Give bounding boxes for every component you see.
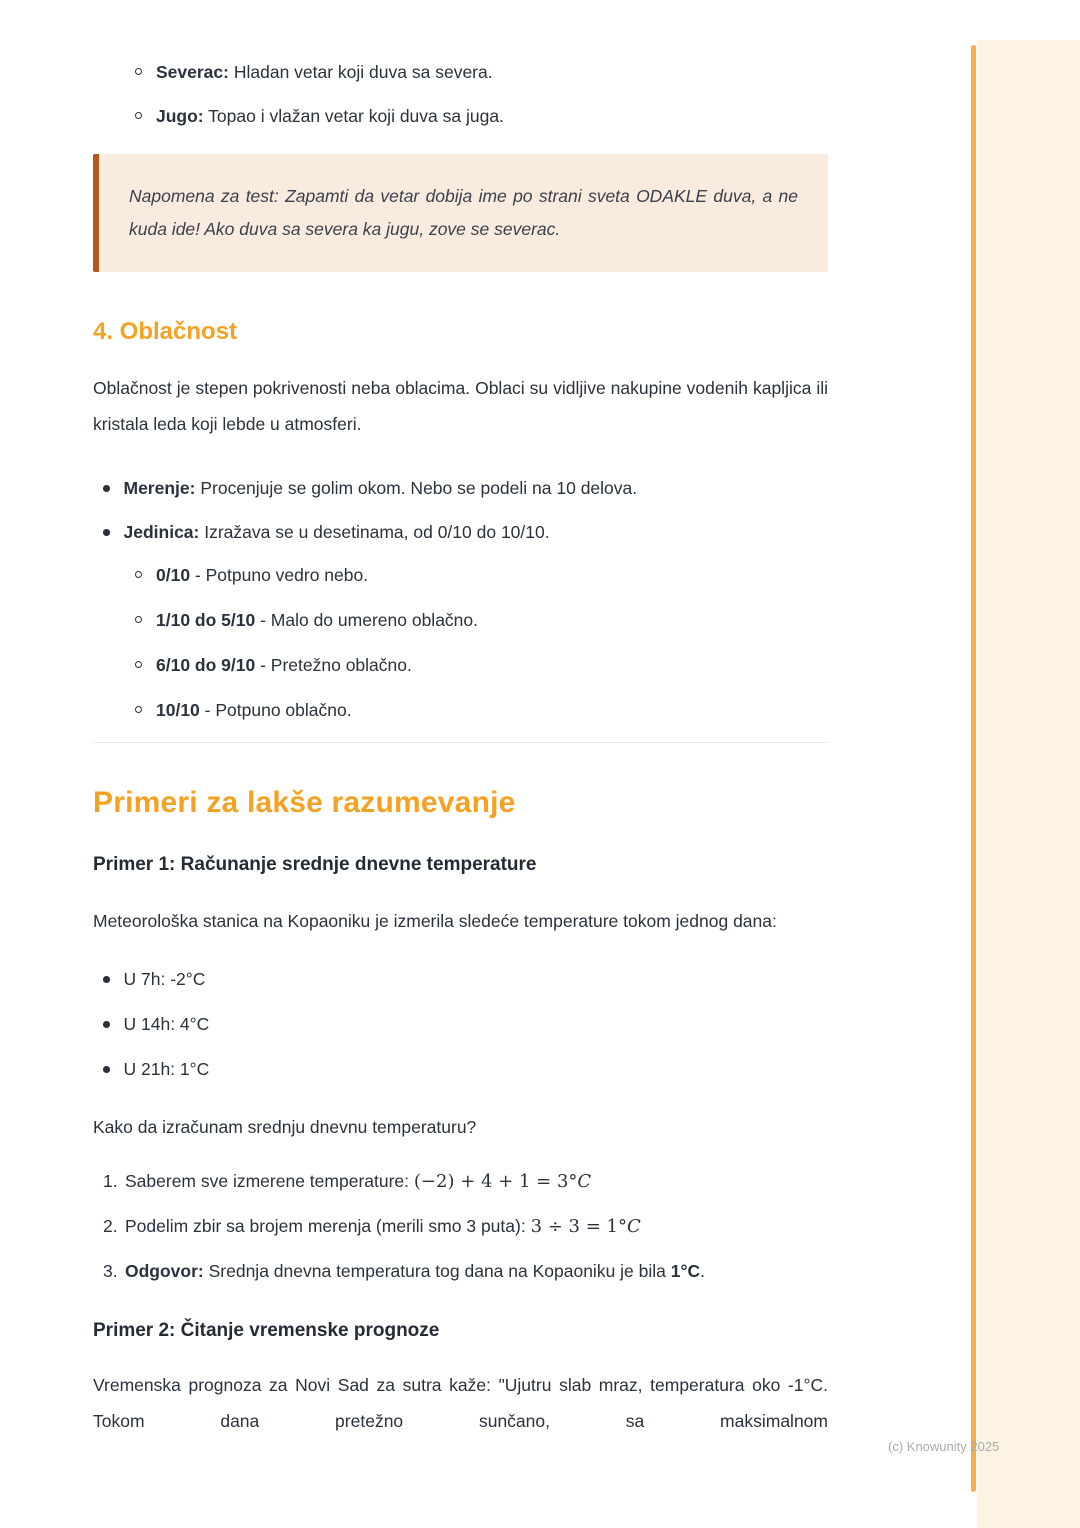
measurement-list <box>93 965 828 1083</box>
term-definition: Procenjuje se golim okom. Nebo se podeli na 10 delova. <box>195 478 638 498</box>
step-number: 2. <box>103 1216 118 1236</box>
term-definition: Hladan vetar koji duva sa severa. <box>228 62 493 82</box>
dot-bullet-icon <box>103 1021 110 1028</box>
oblacnost-bullet-list <box>93 474 828 546</box>
term: 10/10 <box>156 700 200 720</box>
list-item <box>103 1010 828 1038</box>
circle-bullet-icon <box>135 68 142 75</box>
dot-bullet-icon <box>103 485 110 492</box>
math-unit: C <box>626 1216 641 1237</box>
list-item <box>135 606 828 634</box>
math-expression <box>414 1171 591 1192</box>
step <box>103 1212 828 1241</box>
list-item <box>135 651 828 679</box>
circle-bullet-icon <box>135 706 142 713</box>
step-number: 3. <box>103 1261 118 1281</box>
term-definition: Topao i vlažan vetar koji duva sa juga. <box>203 106 504 126</box>
section-heading-oblacnost: 4. Oblačnost <box>93 318 238 345</box>
examples-heading: Primeri za lakše razumevanje <box>93 786 516 819</box>
measurement-value: U 7h: -2°C <box>123 969 206 989</box>
step-description: Srednja dnevna temperatura tog dana na Kopaoniku je bila <box>203 1261 671 1281</box>
example1-title: Primer 1: Računanje srednje dnevne temperature <box>93 854 537 875</box>
paragraph: Oblačnost je stepen pokrivenosti neba oblacima. Oblaci su vidljive nakupine vodenih kapljica ili kristala leda koji lebde u atmosferi. <box>93 378 828 434</box>
circle-bullet-icon <box>135 571 142 578</box>
list-item <box>135 102 828 130</box>
list-item <box>135 561 828 589</box>
term: 6/10 do 9/10 <box>156 655 256 675</box>
answer-label: Odgovor: <box>125 1261 204 1281</box>
circle-bullet-icon <box>135 616 142 623</box>
term: Merenje: <box>123 478 196 498</box>
step-number: 1. <box>103 1171 118 1191</box>
term: 0/10 <box>156 565 191 585</box>
list-item <box>103 965 828 993</box>
term-definition: - Potpuno oblačno. <box>199 700 352 720</box>
step-description: Podelim zbir sa brojem merenja (merili smo 3 puta): <box>125 1216 531 1236</box>
step-description: Saberem sve izmerene temperature: <box>125 1171 414 1191</box>
math-value: 3 ÷ 3 = 1° <box>530 1216 627 1237</box>
note-callout-text: Napomena za test: Zapamti da vetar dobija ime po strani sveta ODAKLE duva, a ne kuda ide! Ako duva sa severa ka jugu, zove se severac. <box>129 186 798 239</box>
step-text <box>125 1212 828 1241</box>
page-margin-strip <box>977 40 1080 1528</box>
cloudiness-scale-list <box>93 561 828 724</box>
dot-bullet-icon <box>103 976 110 983</box>
list-item <box>103 474 828 502</box>
term-definition: - Potpuno vedro nebo. <box>190 565 369 585</box>
page-edge-accent-line <box>971 45 976 1492</box>
measurement-value: U 21h: 1°C <box>123 1059 210 1079</box>
term-definition: - Pretežno oblačno. <box>255 655 412 675</box>
term: Severac: <box>156 62 229 82</box>
note-callout <box>93 154 828 272</box>
paragraph: Meteorološka stanica na Kopaoniku je izmerila sledeće temperature tokom jednog dana: <box>93 911 777 931</box>
section-divider <box>93 742 828 743</box>
list-item-text <box>156 606 828 634</box>
term: 1/10 do 5/10 <box>156 610 256 630</box>
watermark: (c) Knowunity 2025 <box>888 1439 1000 1454</box>
list-item-text <box>124 474 829 502</box>
paragraph: Vremenska prognoza za Novi Sad za sutra kaže: "Ujutru slab mraz, temperatura oko -1°C. Tokom dana pretežno sunčano, sa maksimalnom <box>93 1375 828 1431</box>
circle-bullet-icon <box>135 112 142 119</box>
list-item-text <box>156 561 828 589</box>
math-expression <box>531 1216 641 1237</box>
list-item <box>135 696 828 724</box>
math-value: (−2) + 4 + 1 = 3° <box>413 1171 578 1192</box>
measurement-value: U 14h: 4°C <box>123 1014 210 1034</box>
list-item <box>103 1055 828 1083</box>
wind-list <box>93 58 828 130</box>
list-item <box>135 58 828 86</box>
dot-bullet-icon <box>103 1066 110 1073</box>
list-item-text <box>156 696 828 724</box>
circle-bullet-icon <box>135 661 142 668</box>
term: Jedinica: <box>123 522 200 542</box>
solution-steps <box>93 1167 828 1285</box>
step-text <box>125 1257 828 1285</box>
term-definition: Izražava se u desetinama, od 0/10 do 10/10. <box>199 522 550 542</box>
list-item-text <box>156 58 828 86</box>
step <box>103 1167 828 1196</box>
list-item-text <box>156 102 828 130</box>
step-end: . <box>700 1261 705 1281</box>
list-item <box>103 518 828 546</box>
document-page <box>93 58 828 1439</box>
step-text <box>125 1167 828 1196</box>
list-item-text <box>124 518 829 546</box>
math-unit: C <box>577 1171 592 1192</box>
term-definition: - Malo do umereno oblačno. <box>255 610 479 630</box>
dot-bullet-icon <box>103 529 110 536</box>
list-item-text <box>156 651 828 679</box>
term: Jugo: <box>156 106 204 126</box>
question-paragraph: Kako da izračunam srednju dnevnu temperaturu? <box>93 1117 477 1137</box>
step <box>103 1257 828 1285</box>
answer-value: 1°C <box>670 1261 701 1281</box>
example2-title: Primer 2: Čitanje vremenske prognoze <box>93 1320 440 1341</box>
